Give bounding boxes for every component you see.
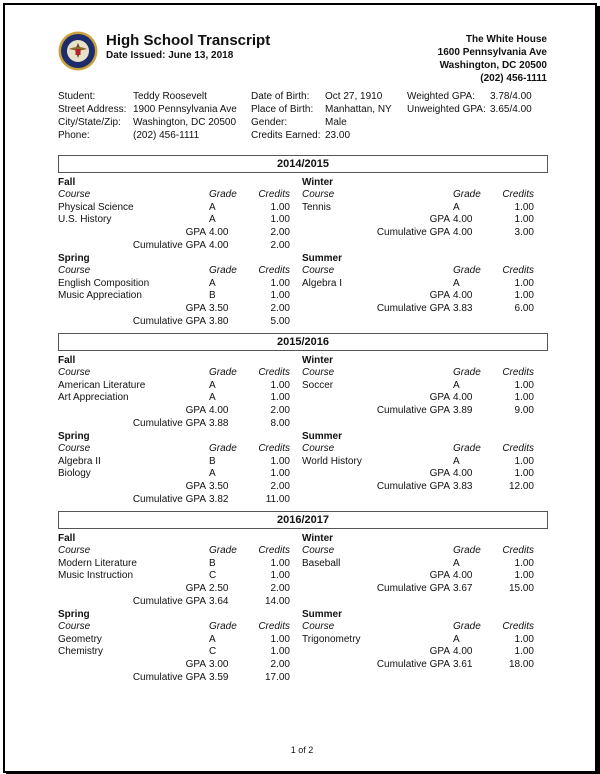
term-block [58, 252, 298, 328]
term-block [302, 354, 542, 418]
cumulative-gpa-row [58, 316, 298, 329]
term-gpa: 4.00 [453, 290, 473, 302]
cumulative-gpa: 3.80 [209, 315, 229, 327]
info-value: Oct 27, 1910 [325, 91, 383, 102]
cumulative-gpa-label: Cumulative GPA [376, 303, 450, 315]
info-label: Street Address: [58, 104, 127, 115]
grade-column-header: Grade [209, 621, 237, 632]
cumulative-gpa-label: Cumulative GPA [376, 405, 450, 417]
course-row [58, 214, 298, 227]
cumulative-gpa-label: Cumulative GPA [376, 583, 450, 595]
term-gpa-credits: 1.00 [514, 468, 534, 480]
term-gpa-credits: 2.00 [270, 227, 290, 239]
course-credits: 1.00 [270, 201, 290, 213]
course-name: Baseball [302, 557, 341, 569]
course-column-header: Course [58, 189, 91, 200]
term-name: Summer [302, 431, 343, 442]
cumulative-gpa: 3.61 [453, 659, 473, 671]
cumulative-gpa: 3.67 [453, 583, 473, 595]
course-row [58, 456, 298, 469]
term-name: Winter [302, 533, 334, 544]
course-column-header: Course [58, 367, 91, 378]
course-credits: 1.00 [270, 379, 290, 391]
course-row [58, 646, 298, 659]
course-name: Chemistry [58, 646, 104, 658]
term-gpa: 4.00 [453, 392, 473, 404]
cumulative-gpa: 3.82 [209, 493, 229, 505]
gpa-label: GPA [185, 583, 206, 595]
course-row [58, 380, 298, 393]
term-gpa-row [58, 227, 298, 240]
school-address [438, 33, 547, 85]
course-name: Art Appreciation [58, 392, 129, 404]
page-number: 1 of 2 [290, 745, 314, 755]
term-gpa-credits: 1.00 [514, 214, 534, 226]
term-gpa-row [302, 646, 542, 659]
grade-column-header: Grade [453, 443, 481, 454]
cumulative-gpa-row [58, 672, 298, 685]
term-gpa-credits: 2.00 [270, 481, 290, 493]
gpa-label: GPA [429, 290, 450, 302]
course-credits: 1.00 [514, 379, 534, 391]
cumulative-credits: 3.00 [514, 227, 534, 239]
term-name: Winter [302, 355, 334, 366]
term-block [58, 354, 298, 430]
term-gpa: 2.50 [209, 583, 229, 595]
term-block [302, 252, 542, 316]
cumulative-credits: 5.00 [270, 315, 290, 327]
cumulative-gpa-label: Cumulative GPA [132, 417, 206, 429]
course-column-header: Course [302, 443, 335, 454]
cumulative-gpa: 3.89 [453, 405, 473, 417]
course-credits: 1.00 [270, 557, 290, 569]
column-header-row [58, 265, 298, 278]
course-column-header: Course [302, 265, 335, 276]
cumulative-gpa-row [302, 303, 542, 316]
course-name: Biology [58, 468, 91, 480]
course-credits: 1.00 [270, 468, 290, 480]
info-label: Weighted GPA: [407, 91, 475, 102]
gpa-label: GPA [185, 481, 206, 493]
grade-column-header: Grade [209, 189, 237, 200]
credits-column-header: Credits [502, 545, 534, 556]
cumulative-gpa-label: Cumulative GPA [376, 659, 450, 671]
course-credits: 1.00 [270, 633, 290, 645]
term-name: Fall [58, 177, 76, 188]
gpa-label: GPA [429, 468, 450, 480]
course-row [58, 558, 298, 571]
course-column-header: Course [302, 545, 335, 556]
cumulative-gpa-row [302, 227, 542, 240]
info-label: Date of Birth: [251, 91, 310, 102]
gpa-label: GPA [429, 392, 450, 404]
column-header-row [302, 621, 542, 634]
info-label: City/State/Zip: [58, 117, 121, 128]
address-line: Washington, DC 20500 [439, 60, 547, 71]
course-name: Soccer [302, 379, 334, 391]
course-name: Music Appreciation [58, 290, 142, 302]
cumulative-gpa: 3.83 [453, 303, 473, 315]
info-label: Credits Earned: [251, 130, 321, 141]
cumulative-credits: 12.00 [508, 481, 534, 493]
term-block [58, 430, 298, 506]
term-gpa-credits: 1.00 [514, 290, 534, 302]
cumulative-gpa: 3.83 [453, 481, 473, 493]
transcript-page [3, 3, 597, 773]
course-grade: B [209, 290, 216, 302]
term-gpa-row [302, 570, 542, 583]
address-line: 1600 Pennsylvania Ave [437, 47, 547, 58]
course-name: Algebra I [302, 277, 343, 289]
credits-column-header: Credits [502, 265, 534, 276]
term-gpa: 4.00 [453, 646, 473, 658]
student-labels [58, 90, 126, 142]
credits-column-header: Credits [258, 265, 290, 276]
course-row [302, 380, 542, 393]
term-block [302, 532, 542, 596]
cumulative-credits: 8.00 [270, 417, 290, 429]
cumulative-gpa-label: Cumulative GPA [132, 493, 206, 505]
term-gpa-credits: 2.00 [270, 405, 290, 417]
cumulative-gpa-label: Cumulative GPA [376, 481, 450, 493]
course-name: Modern Literature [58, 557, 137, 569]
course-grade: A [209, 201, 216, 213]
grade-column-header: Grade [209, 443, 237, 454]
address-line: (202) 456-1111 [480, 73, 547, 84]
year-header: 2016/2017 [58, 511, 548, 529]
course-grade: A [209, 633, 216, 645]
term-gpa: 4.00 [453, 468, 473, 480]
course-name: Music Instruction [58, 570, 134, 582]
column-header-row [302, 545, 542, 558]
info-value: 3.78/4.00 [490, 91, 532, 102]
info-value: Washington, DC 20500 [133, 117, 237, 128]
term-name: Spring [58, 253, 90, 264]
course-grade: A [209, 379, 216, 391]
cumulative-credits: 6.00 [514, 303, 534, 315]
course-credits: 1.00 [270, 455, 290, 467]
term-name: Spring [58, 431, 90, 442]
birth-values [325, 90, 392, 142]
course-name: English Composition [58, 277, 150, 289]
course-credits: 1.00 [270, 290, 290, 302]
grade-column-header: Grade [209, 265, 237, 276]
cumulative-gpa-label: Cumulative GPA [132, 239, 206, 251]
info-label: Phone: [58, 130, 90, 141]
course-grade: C [209, 646, 217, 658]
grade-column-header: Grade [209, 367, 237, 378]
term-block [302, 430, 542, 494]
term-gpa-row [302, 392, 542, 405]
cumulative-gpa-row [302, 583, 542, 596]
term-gpa-credits: 2.00 [270, 583, 290, 595]
course-credits: 1.00 [514, 277, 534, 289]
cumulative-gpa-label: Cumulative GPA [132, 595, 206, 607]
term-block [58, 532, 298, 608]
term-gpa: 4.00 [209, 227, 229, 239]
gpa-label: GPA [185, 405, 206, 417]
term-gpa: 3.00 [209, 659, 229, 671]
gpa-label: GPA [185, 227, 206, 239]
grade-column-header: Grade [453, 265, 481, 276]
term-gpa: 4.00 [453, 570, 473, 582]
cumulative-credits: 18.00 [508, 659, 534, 671]
course-grade: A [453, 455, 460, 467]
course-column-header: Course [302, 189, 335, 200]
term-name: Spring [58, 609, 90, 620]
column-header-row [302, 265, 542, 278]
cumulative-credits: 9.00 [514, 405, 534, 417]
course-row [58, 468, 298, 481]
term-gpa-credits: 1.00 [514, 392, 534, 404]
course-row [302, 558, 542, 571]
cumulative-gpa: 4.00 [209, 239, 229, 251]
credits-column-header: Credits [258, 621, 290, 632]
cumulative-gpa-label: Cumulative GPA [132, 315, 206, 327]
column-header-row [58, 367, 298, 380]
birth-labels [251, 90, 320, 142]
info-value: Male [325, 117, 347, 128]
course-grade: C [209, 570, 217, 582]
cumulative-credits: 2.00 [270, 239, 290, 251]
course-row [58, 278, 298, 291]
course-grade: A [453, 633, 460, 645]
document-title: High School Transcript [106, 32, 271, 49]
term-name: Summer [302, 253, 343, 264]
course-row [58, 634, 298, 647]
credits-column-header: Credits [258, 189, 290, 200]
info-label: Gender: [251, 117, 288, 128]
course-row [302, 456, 542, 469]
term-gpa-row [58, 481, 298, 494]
course-credits: 1.00 [270, 570, 290, 582]
credits-column-header: Credits [502, 367, 534, 378]
cumulative-gpa: 3.88 [209, 417, 229, 429]
course-column-header: Course [58, 621, 91, 632]
cumulative-gpa-row [58, 240, 298, 253]
course-column-header: Course [58, 545, 91, 556]
credits-column-header: Credits [258, 443, 290, 454]
course-credits: 1.00 [514, 201, 534, 213]
term-name: Fall [58, 355, 76, 366]
course-name: World History [302, 455, 362, 467]
column-header-row [58, 545, 298, 558]
cumulative-credits: 17.00 [264, 671, 290, 683]
term-block [58, 608, 298, 684]
column-header-row [58, 189, 298, 202]
course-grade: A [453, 557, 460, 569]
course-grade: A [453, 379, 460, 391]
cumulative-gpa-row [302, 481, 542, 494]
term-gpa-row [302, 214, 542, 227]
gpa-values [490, 90, 532, 116]
date-issued: Date Issued: June 13, 2018 [106, 50, 234, 61]
course-name: Physical Science [58, 201, 134, 213]
term-name: Summer [302, 609, 343, 620]
term-block [302, 176, 542, 240]
course-grade: B [209, 455, 216, 467]
credits-column-header: Credits [502, 189, 534, 200]
info-value: 1900 Pennsylvania Ave [133, 104, 237, 115]
cumulative-gpa-row [302, 405, 542, 418]
course-grade: B [209, 557, 216, 569]
term-gpa-credits: 1.00 [514, 646, 534, 658]
grade-column-header: Grade [209, 545, 237, 556]
info-value: Teddy Roosevelt [133, 91, 207, 102]
cumulative-gpa: 4.00 [453, 227, 473, 239]
term-gpa-row [58, 405, 298, 418]
cumulative-gpa-row [302, 659, 542, 672]
address-line: The White House [465, 34, 547, 45]
course-grade: A [209, 468, 216, 480]
term-gpa-row [58, 659, 298, 672]
cumulative-gpa-row [58, 494, 298, 507]
course-column-header: Course [58, 443, 91, 454]
course-column-header: Course [302, 621, 335, 632]
course-name: Algebra II [58, 455, 101, 467]
course-grade: A [209, 392, 216, 404]
info-value: Manhattan, NY [325, 104, 392, 115]
column-header-row [302, 189, 542, 202]
cumulative-gpa: 3.64 [209, 595, 229, 607]
term-gpa-row [302, 468, 542, 481]
presidential-seal-icon [58, 31, 98, 71]
column-header-row [58, 443, 298, 456]
term-gpa-row [302, 290, 542, 303]
info-label: Student: [58, 91, 96, 102]
term-gpa: 4.00 [453, 214, 473, 226]
gpa-label: GPA [429, 646, 450, 658]
course-column-header: Course [58, 265, 91, 276]
term-name: Fall [58, 533, 76, 544]
grade-column-header: Grade [453, 189, 481, 200]
course-row [58, 202, 298, 215]
column-header-row [58, 621, 298, 634]
gpa-label: GPA [185, 659, 206, 671]
term-gpa-credits: 2.00 [270, 303, 290, 315]
gpa-label: GPA [185, 303, 206, 315]
cumulative-credits: 15.00 [508, 583, 534, 595]
grade-column-header: Grade [453, 545, 481, 556]
term-gpa-row [58, 303, 298, 316]
course-row [58, 570, 298, 583]
credits-column-header: Credits [258, 367, 290, 378]
student-values [133, 90, 237, 142]
term-gpa-row [58, 583, 298, 596]
term-gpa-credits: 1.00 [514, 570, 534, 582]
course-grade: A [453, 277, 460, 289]
course-row [58, 290, 298, 303]
info-value: 23.00 [325, 130, 351, 141]
credits-column-header: Credits [502, 443, 534, 454]
info-value: (202) 456-1111 [133, 130, 200, 141]
info-label: Unweighted GPA: [407, 104, 486, 115]
term-gpa: 4.00 [209, 405, 229, 417]
term-name: Winter [302, 177, 334, 188]
year-header: 2015/2016 [58, 333, 548, 351]
grade-column-header: Grade [453, 367, 481, 378]
course-column-header: Course [302, 367, 335, 378]
course-row [302, 202, 542, 215]
course-credits: 1.00 [514, 557, 534, 569]
course-credits: 1.00 [270, 214, 290, 226]
grade-column-header: Grade [453, 621, 481, 632]
course-row [58, 392, 298, 405]
credits-column-header: Credits [502, 621, 534, 632]
info-label: Place of Birth: [251, 104, 314, 115]
course-name: Geometry [58, 633, 102, 645]
cumulative-gpa-row [58, 418, 298, 431]
course-name: U.S. History [58, 214, 112, 226]
column-header-row [302, 367, 542, 380]
term-gpa: 3.50 [209, 481, 229, 493]
gpa-labels [407, 90, 486, 116]
info-value: 3.65/4.00 [490, 104, 532, 115]
gpa-label: GPA [429, 570, 450, 582]
course-row [302, 634, 542, 647]
gpa-label: GPA [429, 214, 450, 226]
course-credits: 1.00 [514, 455, 534, 467]
course-credits: 1.00 [270, 277, 290, 289]
cumulative-gpa: 3.59 [209, 671, 229, 683]
course-name: Trigonometry [302, 633, 361, 645]
course-row [302, 278, 542, 291]
column-header-row [302, 443, 542, 456]
term-gpa: 3.50 [209, 303, 229, 315]
course-name: Tennis [302, 201, 331, 213]
course-grade: A [209, 277, 216, 289]
course-credits: 1.00 [514, 633, 534, 645]
course-grade: A [453, 201, 460, 213]
course-name: American Literature [58, 379, 146, 391]
cumulative-credits: 14.00 [264, 595, 290, 607]
cumulative-credits: 11.00 [265, 493, 290, 505]
cumulative-gpa-label: Cumulative GPA [132, 671, 206, 683]
cumulative-gpa-row [58, 596, 298, 609]
course-grade: A [209, 214, 216, 226]
credits-column-header: Credits [258, 545, 290, 556]
year-header: 2014/2015 [58, 155, 548, 173]
course-credits: 1.00 [270, 392, 290, 404]
cumulative-gpa-label: Cumulative GPA [376, 227, 450, 239]
course-credits: 1.00 [270, 646, 290, 658]
term-block [302, 608, 542, 672]
term-gpa-credits: 2.00 [270, 659, 290, 671]
term-block [58, 176, 298, 252]
